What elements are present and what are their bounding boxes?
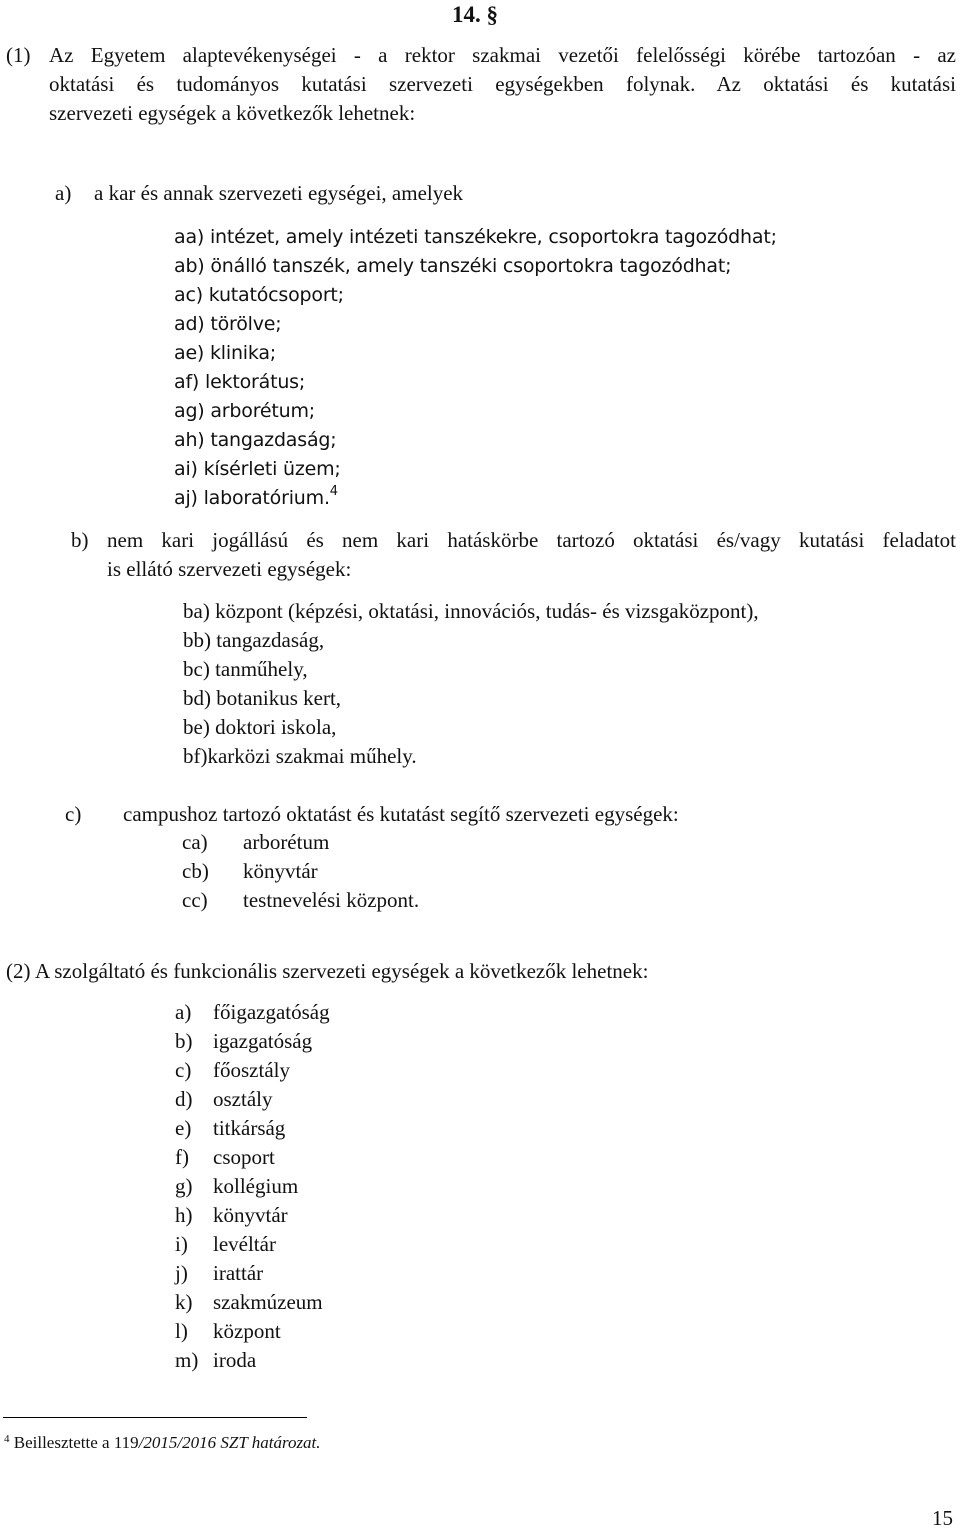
list-item: arborétum — [243, 830, 330, 854]
list-item: szakmúzeum — [213, 1290, 323, 1314]
item-c-marker: c) — [65, 802, 82, 826]
section-number: 14. — [452, 2, 481, 27]
list-item: irattár — [213, 1261, 264, 1285]
list-item: ac) kutatócsoport; — [174, 284, 344, 306]
list-item-marker: l) — [175, 1319, 188, 1343]
para1-line1: Az Egyetem alaptevékenységei - a rektor szakmai vezetői felelősségi körébe tartozóan - az — [49, 43, 956, 67]
item-a-text: a kar és annak szervezeti egységei, amelyek — [94, 181, 464, 205]
list-item: bd) botanikus kert, — [183, 686, 342, 710]
para1-line3: szervezeti egységek a következők lehetnek: — [49, 101, 416, 125]
list-item-marker: j) — [175, 1261, 188, 1285]
list-item: ba) központ (képzési, oktatási, innovációs, tudás- és vizsgaközpont), — [183, 599, 759, 623]
item-a-marker: a) — [55, 181, 72, 205]
list-item-marker: e) — [175, 1116, 192, 1140]
list-item: bb) tangazdaság, — [183, 628, 325, 652]
list-item-last — [174, 484, 338, 509]
list-item: ag) arborétum; — [174, 400, 315, 422]
list-item: aa) intézet, amely intézeti tanszékekre, csoportokra tagozódhat; — [174, 226, 777, 248]
footnote-text-italic: /2015/2016 SZT határozat. — [138, 1433, 321, 1452]
section-heading — [452, 3, 498, 26]
footnote-separator — [3, 1417, 307, 1418]
list-item-marker: b) — [175, 1029, 193, 1053]
para1-line2: oktatási és tudományos kutatási szervezeti egységekben folynak. Az oktatási és kutatási — [49, 72, 956, 96]
list-item: titkárság — [213, 1116, 286, 1140]
list-item-marker: a) — [175, 1000, 192, 1024]
list-item: osztály — [213, 1087, 273, 1111]
para2-text: A szolgáltató és funkcionális szervezeti egységek a következők lehetnek: — [35, 959, 649, 983]
list-item: bc) tanműhely, — [183, 657, 308, 681]
footnote-text: Beillesztette a 119 — [13, 1433, 139, 1452]
list-item: ad) törölve; — [174, 313, 282, 335]
list-item-marker: cc) — [182, 888, 208, 912]
list-item-marker: c) — [175, 1058, 192, 1082]
list-item-marker: m) — [175, 1348, 199, 1372]
item-b-marker: b) — [71, 528, 89, 552]
item-b-line2: is ellátó szervezeti egységek: — [107, 557, 352, 581]
item-b-line1: nem kari jogállású és nem kari hatáskörbe tartozó oktatási és/vagy kutatási feladatot — [107, 528, 956, 552]
list-item-marker: d) — [175, 1087, 193, 1111]
list-item-marker: ca) — [182, 830, 208, 854]
footnote-reference[interactable]: 4 — [329, 484, 338, 499]
list-item: levéltár — [213, 1232, 276, 1256]
list-item: központ — [213, 1319, 281, 1343]
list-item: könyvtár — [213, 1203, 288, 1227]
list-item-marker: f) — [175, 1145, 189, 1169]
list-item: ah) tangazdaság; — [174, 429, 337, 451]
footnote — [4, 1434, 321, 1451]
list-item: ai) kísérleti üzem; — [174, 458, 341, 480]
list-item: testnevelési központ. — [243, 888, 420, 912]
list-item-marker: k) — [175, 1290, 193, 1314]
list-item: könyvtár — [243, 859, 318, 883]
list-item: főosztály — [213, 1058, 290, 1082]
para1-marker: (1) — [6, 43, 31, 67]
list-item-marker: h) — [175, 1203, 193, 1227]
page-number: 15 — [932, 1506, 953, 1530]
list-item: igazgatóság — [213, 1029, 313, 1053]
list-item: iroda — [213, 1348, 257, 1372]
list-item-marker: i) — [175, 1232, 188, 1256]
section-symbol: § — [486, 2, 498, 27]
list-item: be) doktori iskola, — [183, 715, 337, 739]
para2-marker: (2) — [6, 959, 31, 983]
list-item: kollégium — [213, 1174, 299, 1198]
list-item-marker: cb) — [182, 859, 209, 883]
footnote-number: 4 — [4, 1433, 10, 1445]
list-item-text: aj) laboratórium. — [174, 487, 330, 509]
list-item: ab) önálló tanszék, amely tanszéki csoportokra tagozódhat; — [174, 255, 732, 277]
list-item: csoport — [213, 1145, 275, 1169]
item-c-text: campushoz tartozó oktatást és kutatást segítő szervezeti egységek: — [123, 802, 679, 826]
list-item: főigazgatóság — [213, 1000, 330, 1024]
list-item: ae) klinika; — [174, 342, 276, 364]
list-item: af) lektorátus; — [174, 371, 306, 393]
list-item-marker: g) — [175, 1174, 193, 1198]
list-item: bf)karközi szakmai műhely. — [183, 744, 417, 768]
